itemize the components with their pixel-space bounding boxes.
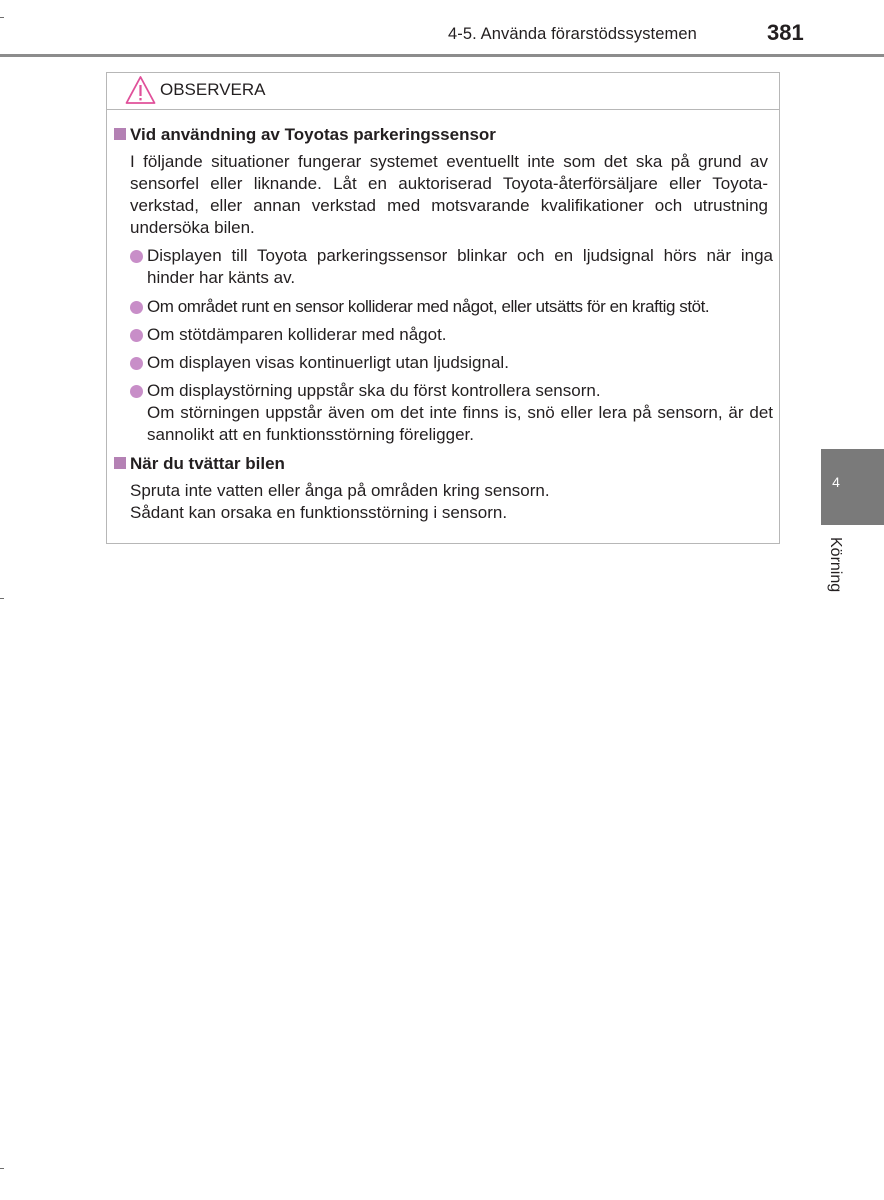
header-section-title: 4-5. Använda förarstödssystemen [448,25,697,43]
bullet-dot-icon [130,329,143,342]
section-line: Spruta inte vatten eller ånga på områden kring sensorn. [130,481,550,500]
notice-header [107,73,779,110]
section-paragraph: I följande situationer fungerar systemet eventuellt inte som det ska på grund av sensorfel eller liknande. Låt en auktoriserad Toyota-återförsäljare eller Toyota-verkstad, eller annan verkstad med motsvarande kvalifikationer och utrustning undersöka bilen. [130,152,768,237]
crop-mark [0,598,4,599]
chapter-number: 4 [832,474,840,490]
list-item-text: Displayen till Toyota parkeringssensor blinkar och en ljudsignal hörs när inga hinder har känts av. [147,246,773,287]
list-item-text: Om displayen visas kontinuerligt utan ljudsignal. [147,353,509,372]
list-item [130,352,773,374]
square-marker-icon [114,128,126,140]
section-line: Sådant kan orsaka en funktionsstörning i sensorn. [130,503,508,522]
list-item [130,380,773,446]
chapter-label: Körning [827,537,844,593]
bullet-dot-icon [130,357,143,370]
bullet-dot-icon [130,385,143,398]
crop-mark [0,1168,4,1169]
bullet-dot-icon [130,250,143,263]
section-heading-washing [114,454,285,474]
header-rule [0,54,884,57]
warning-triangle-icon [124,74,157,106]
notice-title: OBSERVERA [160,80,266,99]
chapter-tab [821,449,884,525]
section-heading-text: Vid användning av Toyotas parkeringssensor [130,125,496,144]
list-item-text: Om stötdämparen kolliderar med något. [147,325,447,344]
page-number: 381 [767,20,804,45]
square-marker-icon [114,457,126,469]
list-item-text: Om området runt en sensor kolliderar med något, eller utsätts för en kraftig stöt. [147,297,710,316]
list-item-text: Om displaystörning uppstår ska du först kontrollera sensorn. [147,381,601,400]
list-item [130,324,773,346]
list-item [130,245,773,289]
bullet-dot-icon [130,301,143,314]
list-item [130,296,773,318]
notice-box [106,72,780,544]
crop-mark [0,17,4,18]
section-heading-text: När du tvättar bilen [130,454,285,473]
section-heading-parking-sensor [114,125,496,145]
list-item-continuation: Om störningen uppstår även om det inte finns is, snö eller lera på sensorn, är det sannolikt att en funktionsstörning föreligger. [147,403,773,444]
